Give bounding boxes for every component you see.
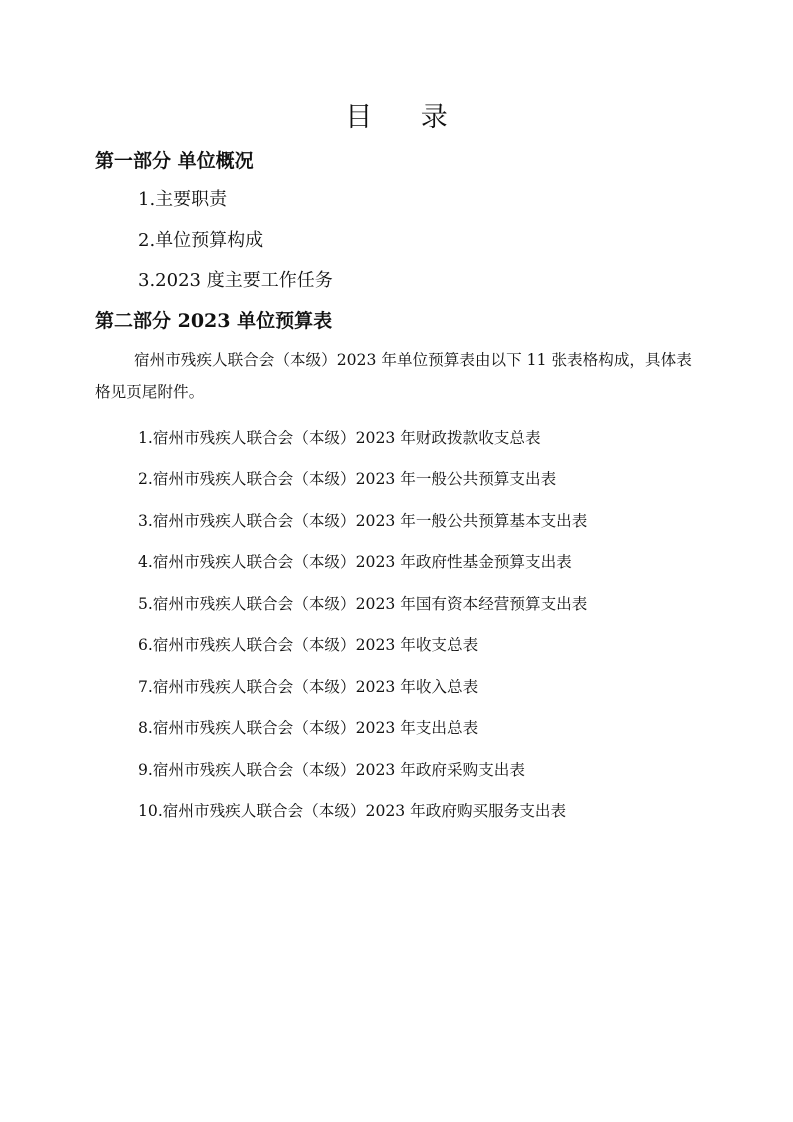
part1-item-responsibilities: 1.主要职责 [138,189,228,210]
table-list-item: 10.宿州市残疾人联合会（本级）2023 年政府购买服务支出表 [138,802,567,820]
part1-item-budget-composition: 2.单位预算构成 [138,230,264,251]
toc-title: 目 录 [345,102,468,133]
table-list-item: 7.宿州市残疾人联合会（本级）2023 年收入总表 [138,678,479,696]
table-list-item: 8.宿州市残疾人联合会（本级）2023 年支出总表 [138,719,479,737]
table-list-item: 1.宿州市残疾人联合会（本级）2023 年财政拨款收支总表 [138,429,541,447]
table-list-item: 4.宿州市残疾人联合会（本级）2023 年政府性基金预算支出表 [138,553,572,571]
table-list-item: 2.宿州市残疾人联合会（本级）2023 年一般公共预算支出表 [138,470,557,488]
table-list-item: 9.宿州市残疾人联合会（本级）2023 年政府采购支出表 [138,761,525,779]
part2-intro-paragraph: 宿州市残疾人联合会（本级）2023 年单位预算表由以下 11 张表格构成，具体表格见页尾附件。 [95,351,692,401]
part1-item-main-tasks: 3.2023 度主要工作任务 [138,270,333,291]
table-list-item: 6.宿州市残疾人联合会（本级）2023 年收支总表 [138,636,479,654]
part2-heading: 第二部分 2023 单位预算表 [95,310,333,332]
table-list-item: 3.宿州市残疾人联合会（本级）2023 年一般公共预算基本支出表 [138,512,588,530]
table-list-item: 5.宿州市残疾人联合会（本级）2023 年国有资本经营预算支出表 [138,595,588,613]
part1-heading: 第一部分 单位概况 [95,150,254,172]
